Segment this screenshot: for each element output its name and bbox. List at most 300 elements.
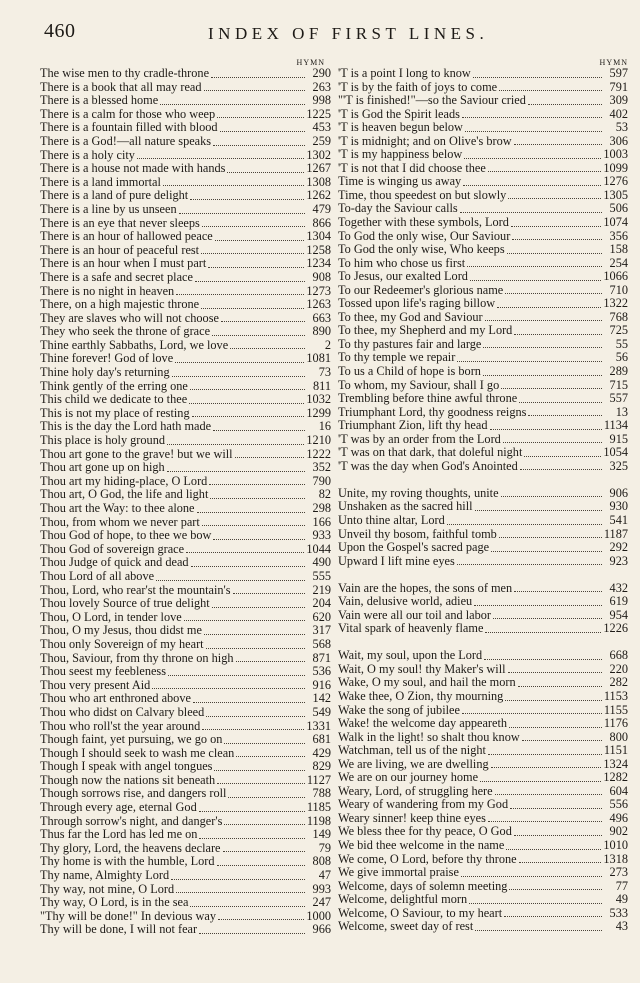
index-entry — [338, 622, 628, 636]
hymn-number: 915 — [609, 431, 628, 446]
first-line-text: Vital spark of heavenly flame — [338, 621, 484, 636]
hymn-number: 1282 — [603, 770, 628, 785]
index-entry — [338, 704, 628, 718]
hymn-number: 1187 — [603, 526, 628, 541]
dot-leader — [193, 701, 305, 703]
index-entry — [40, 787, 331, 801]
index-entry — [338, 270, 628, 284]
hymn-number: 908 — [312, 269, 331, 284]
hymn-number: 1032 — [306, 392, 331, 407]
first-line-text: There is a fountain filled with blood — [40, 120, 218, 135]
hymn-number: 549 — [312, 704, 331, 719]
hymn-number: 1267 — [306, 161, 331, 176]
index-entry — [338, 893, 628, 907]
dot-leader — [495, 793, 602, 795]
dot-leader — [514, 834, 602, 836]
dot-leader — [514, 143, 602, 145]
first-line-text: Thou art my hiding-place, O Lord — [40, 473, 208, 488]
index-entry — [40, 135, 331, 149]
index-entry — [338, 690, 628, 704]
first-line-text: Thy glory, Lord, the heavens declare — [40, 840, 221, 855]
dot-leader — [512, 238, 602, 240]
first-line-text: The wise men to thy cradle-throne — [40, 66, 210, 80]
hymn-number: 2 — [324, 337, 331, 352]
dot-leader — [457, 563, 602, 565]
dot-leader — [186, 551, 304, 553]
index-entry — [40, 624, 331, 638]
index-entry — [40, 543, 331, 557]
dot-leader — [506, 848, 601, 850]
first-line-text: 'T was on that dark, that doleful night — [338, 445, 523, 460]
hymn-number: 906 — [609, 485, 628, 500]
index-entry — [40, 285, 331, 299]
hymn-number: 309 — [609, 93, 628, 108]
hymn-number: 811 — [313, 378, 331, 393]
index-entry — [40, 434, 331, 448]
first-line-text: Thou God of hope, to thee we bow — [40, 528, 212, 543]
index-letter-group — [40, 67, 331, 937]
dot-leader — [206, 647, 305, 649]
hymn-number: 829 — [312, 759, 331, 774]
index-entry — [40, 842, 331, 856]
hymn-number: 496 — [609, 810, 628, 825]
first-line-text: Thou, from whom we never part — [40, 514, 200, 529]
first-line-text: Thou who didst on Calvary bleed — [40, 704, 205, 719]
dot-leader — [462, 712, 602, 714]
hymn-number: 79 — [318, 840, 331, 855]
first-line-text: Thine forever! God of love — [40, 351, 174, 366]
dot-leader — [217, 116, 304, 118]
dot-leader — [214, 769, 305, 771]
hymn-number: 204 — [312, 596, 331, 611]
hymn-number: 43 — [615, 919, 628, 934]
dot-leader — [473, 76, 602, 78]
dot-leader — [475, 509, 602, 511]
hymn-number: 149 — [312, 827, 331, 842]
index-entry — [40, 774, 331, 788]
first-line-text: Welcome, sweet day of rest — [338, 919, 474, 934]
hymn-number: 1226 — [603, 621, 628, 636]
first-line-text: There is a God!—all nature speaks — [40, 133, 212, 148]
dot-leader — [508, 671, 602, 673]
first-line-text: Thou, Lord, who rear'st the mountain's — [40, 582, 231, 597]
dot-leader — [212, 334, 305, 336]
hymn-number: 77 — [615, 878, 628, 893]
dot-leader — [202, 225, 305, 227]
hymn-number: 219 — [312, 582, 331, 597]
index-entry — [40, 733, 331, 747]
first-line-text: There is a house not made with hands — [40, 161, 226, 176]
dot-leader — [204, 89, 305, 91]
first-line-text: To God the only wise, Our Saviour — [338, 228, 511, 243]
dot-leader — [467, 265, 602, 267]
index-entry — [338, 839, 628, 853]
index-entry — [40, 230, 331, 244]
index-entry — [40, 352, 331, 366]
dot-leader — [511, 225, 601, 227]
hymn-number: 1099 — [603, 160, 628, 175]
hymn-number: 1210 — [306, 433, 331, 448]
first-line-text: To-day the Saviour calls — [338, 201, 458, 216]
first-line-text: Weary of wandering from my God — [338, 797, 509, 812]
dot-leader — [519, 861, 602, 863]
hymn-number: 663 — [312, 310, 331, 325]
index-entry — [338, 67, 628, 81]
first-line-text: Thou Judge of quick and dead — [40, 555, 189, 570]
hymn-number: 142 — [312, 691, 331, 706]
index-entry — [338, 202, 628, 216]
index-entry — [40, 923, 331, 937]
hymn-number: 73 — [318, 365, 331, 380]
index-entry — [40, 257, 331, 271]
first-line-text: Thou who roll'st the year around — [40, 718, 201, 733]
dot-leader — [217, 864, 305, 866]
hymn-number: 254 — [609, 255, 628, 270]
first-line-text: Weary, Lord, of struggling here — [338, 783, 493, 798]
index-entry — [40, 81, 331, 95]
hymn-number: 432 — [609, 580, 628, 595]
index-entry — [338, 758, 628, 772]
index-entry — [338, 81, 628, 95]
index-entry — [40, 652, 331, 666]
group-separator — [338, 568, 628, 582]
dot-leader — [204, 633, 305, 635]
dot-leader — [528, 414, 602, 416]
dot-leader — [176, 891, 305, 893]
dot-leader — [213, 538, 305, 540]
hymn-number: 800 — [609, 729, 628, 744]
dot-leader — [514, 590, 602, 592]
first-line-text: They who seek the throne of grace — [40, 324, 211, 339]
hymn-number: 1258 — [306, 242, 331, 257]
index-entry — [338, 514, 628, 528]
hymn-number: 55 — [615, 336, 628, 351]
index-entry — [40, 801, 331, 815]
hymn-number: 1074 — [603, 215, 628, 230]
hymn-number: 259 — [312, 133, 331, 148]
first-line-text: Watchman, tell us of the night — [338, 743, 486, 758]
hymn-number: 1308 — [306, 174, 331, 189]
hymn-number: 1044 — [306, 541, 331, 556]
dot-leader — [171, 878, 305, 880]
first-line-text: There is no night in heaven — [40, 283, 175, 298]
hymn-number: 993 — [312, 881, 331, 896]
index-entry — [40, 597, 331, 611]
first-line-text: 'T is by the faith of joys to come — [338, 79, 498, 94]
index-entry — [40, 217, 331, 231]
first-line-text: 'T was by an order from the Lord — [338, 431, 501, 446]
dot-leader — [218, 918, 304, 920]
first-line-text: We bless thee for thy peace, O God — [338, 824, 512, 839]
hymn-number: 306 — [609, 133, 628, 148]
hymn-number: 1263 — [306, 297, 331, 312]
dot-leader — [160, 103, 305, 105]
index-letter-group — [338, 582, 628, 636]
hymn-number: 158 — [609, 242, 628, 257]
first-line-text: Weary sinner! keep thine eyes — [338, 810, 486, 825]
index-entry — [338, 121, 628, 135]
dot-leader — [230, 347, 305, 349]
index-entry — [40, 149, 331, 163]
dot-leader — [176, 293, 304, 295]
dot-leader — [167, 470, 305, 472]
hymn-number: 1176 — [603, 716, 628, 731]
dot-leader — [483, 374, 602, 376]
dot-leader — [501, 387, 602, 389]
index-entry — [40, 407, 331, 421]
index-entry — [40, 339, 331, 353]
dot-leader — [461, 875, 602, 877]
index-entry — [338, 108, 628, 122]
first-line-text: Thou seest my feebleness — [40, 664, 167, 679]
first-line-text: Unite, my roving thoughts, unite — [338, 485, 499, 500]
hymn-number: 604 — [609, 783, 628, 798]
dot-leader — [199, 837, 305, 839]
index-entry — [338, 907, 628, 921]
hymn-number: 53 — [615, 120, 628, 135]
dot-leader — [504, 915, 602, 917]
first-line-text: To thee, my God and Saviour — [338, 309, 483, 324]
first-line-text: Triumphant Lord, thy goodness reigns — [338, 404, 527, 419]
first-line-text: 'T was the day when God's Anointed — [338, 458, 518, 473]
hymn-number: 808 — [312, 854, 331, 869]
hymn-number: 1302 — [306, 147, 331, 162]
first-line-text: This is the day the Lord hath made — [40, 419, 212, 434]
first-line-text: Wake thee, O Zion, thy mourning — [338, 689, 504, 704]
index-entry — [40, 176, 331, 190]
first-line-text: Though faint, yet pursuing, we go on — [40, 732, 223, 747]
hymn-number: 1318 — [603, 851, 628, 866]
first-line-text: We come, O Lord, before thy throne — [338, 851, 517, 866]
dot-leader — [137, 157, 304, 159]
first-line-text: There is a holy city — [40, 147, 135, 162]
dot-leader — [156, 579, 305, 581]
hymn-number: 916 — [312, 677, 331, 692]
index-entry — [40, 108, 331, 122]
dot-leader — [202, 524, 305, 526]
hymn-number: 790 — [312, 473, 331, 488]
hymn-number: 290 — [312, 66, 331, 80]
index-entry — [40, 855, 331, 869]
hymn-number: 533 — [609, 905, 628, 920]
dot-leader — [524, 455, 601, 457]
hymn-number: 1066 — [603, 269, 628, 284]
first-line-text: "Thy will be done!" In devious way — [40, 908, 217, 923]
first-line-text: "'T is finished!"—so the Saviour cried — [338, 93, 526, 108]
index-letter-group — [338, 649, 628, 933]
first-line-text: Thy way, not mine, O Lord — [40, 881, 175, 896]
first-line-text: Walk in the light! so shalt thou know — [338, 729, 520, 744]
dot-leader — [491, 550, 602, 552]
index-entry — [338, 866, 628, 880]
dot-leader — [235, 456, 305, 458]
index-entry — [338, 175, 628, 189]
first-line-text: Thou, O my Jesus, thou didst me — [40, 623, 202, 638]
index-entry — [40, 869, 331, 883]
first-line-text: To our Redeemer's glorious name — [338, 282, 504, 297]
hymn-number: 619 — [609, 594, 628, 609]
index-entry — [338, 189, 628, 203]
first-line-text: To us a Child of hope is born — [338, 364, 481, 379]
first-line-text: 'T is a point I long to know — [338, 66, 471, 80]
hymn-number: 1185 — [306, 800, 331, 815]
hymn-number: 356 — [609, 228, 628, 243]
first-line-text: Trembling before thine awful throne — [338, 391, 518, 406]
hymn-number: 555 — [312, 568, 331, 583]
first-line-text: Time is winging us away — [338, 174, 462, 189]
hymn-number: 556 — [609, 797, 628, 812]
index-entry — [338, 555, 628, 569]
index-letter-group — [338, 487, 628, 568]
hymn-number: 890 — [312, 324, 331, 339]
first-line-text: Though sorrows rise, and dangers roll — [40, 786, 227, 801]
hymn-number: 292 — [609, 540, 628, 555]
first-line-text: Thou who art enthroned above — [40, 691, 191, 706]
dot-leader — [480, 780, 601, 782]
dot-leader — [152, 687, 305, 689]
index-entry — [338, 609, 628, 623]
first-line-text: Through every age, eternal God — [40, 800, 197, 815]
hymn-number: 16 — [318, 419, 331, 434]
dot-leader — [199, 810, 305, 812]
hymn-number: 557 — [609, 391, 628, 406]
hymn-number: 1151 — [603, 743, 628, 758]
first-line-text: Thou, O Lord, in tender love — [40, 609, 182, 624]
dot-leader — [474, 604, 602, 606]
index-entry — [40, 461, 331, 475]
first-line-text: They are slaves who will not choose — [40, 310, 219, 325]
dot-leader — [447, 523, 602, 525]
first-line-text: Thou art gone to the grave! but we will — [40, 446, 233, 461]
index-entry — [338, 351, 628, 365]
first-line-text: Thy way, O Lord, is in the sea — [40, 895, 189, 910]
first-line-text: This place is holy ground — [40, 433, 165, 448]
hymn-number: 49 — [615, 892, 628, 907]
index-entry — [40, 910, 331, 924]
index-entry — [338, 324, 628, 338]
first-line-text: Thou God of sovereign grace — [40, 541, 185, 556]
index-column-right — [338, 58, 628, 934]
index-entry — [40, 488, 331, 502]
dot-leader — [463, 184, 601, 186]
first-line-text: Triumphant Zion, lift thy head — [338, 418, 488, 433]
dot-leader — [485, 319, 602, 321]
hymn-number: 715 — [609, 377, 628, 392]
dot-leader — [236, 660, 305, 662]
first-line-text: 'T is not that I did choose thee — [338, 160, 486, 175]
hymn-number: 1000 — [306, 908, 331, 923]
first-line-text: Vain were all our toil and labor — [338, 607, 491, 622]
hymn-number: 725 — [609, 323, 628, 338]
index-entry — [40, 475, 331, 489]
hymn-number: 1262 — [306, 188, 331, 203]
dot-leader — [211, 76, 305, 78]
index-entry — [338, 243, 628, 257]
first-line-text: Welcome, O Saviour, to my heart — [338, 905, 503, 920]
first-line-text: 'T is heaven begun below — [338, 120, 463, 135]
dot-leader — [509, 726, 602, 728]
hymn-number: 82 — [318, 487, 331, 502]
hymn-number: 1054 — [603, 445, 628, 460]
dot-leader — [191, 565, 305, 567]
dot-leader — [172, 375, 305, 377]
index-entry — [40, 584, 331, 598]
index-entry — [338, 825, 628, 839]
first-line-text: There is an hour when I must part — [40, 256, 207, 271]
index-entry — [40, 448, 331, 462]
index-entry — [338, 798, 628, 812]
first-line-text: Upon the Gospel's sacred page — [338, 540, 490, 555]
index-entry — [40, 815, 331, 829]
index-entry — [338, 392, 628, 406]
page-title: INDEX OF FIRST LINES. — [208, 24, 489, 43]
index-entry — [338, 853, 628, 867]
dot-leader — [510, 807, 602, 809]
index-entry — [40, 325, 331, 339]
dot-leader — [199, 932, 305, 934]
dot-leader — [224, 823, 304, 825]
dot-leader — [464, 157, 601, 159]
index-entry — [338, 595, 628, 609]
first-line-text: Wake the song of jubilee — [338, 702, 460, 717]
hymn-number: 1331 — [306, 718, 331, 733]
hymn-number: 289 — [609, 364, 628, 379]
hymn-number: 56 — [615, 350, 628, 365]
index-entry — [338, 731, 628, 745]
first-line-text: To Jesus, our exalted Lord — [338, 269, 468, 284]
dot-leader — [167, 443, 304, 445]
first-line-text: To whom, my Saviour, shall I go — [338, 377, 500, 392]
first-line-text: We bid thee welcome in the name — [338, 838, 505, 853]
dot-leader — [223, 850, 305, 852]
first-line-text: Though now the nations sit beneath — [40, 772, 216, 787]
first-line-text: Thy name, Almighty Lord — [40, 868, 170, 883]
first-line-text: There is an hour of hallowed peace — [40, 229, 213, 244]
first-line-text: There is a blessed home — [40, 93, 159, 108]
hymn-number: 923 — [609, 553, 628, 568]
hymn-number: 1276 — [603, 174, 628, 189]
dot-leader — [179, 212, 305, 214]
dot-leader — [233, 592, 305, 594]
hymn-number: 1134 — [603, 418, 628, 433]
index-entry — [338, 419, 628, 433]
first-line-text: Thy home is with the humble, Lord — [40, 854, 215, 869]
dot-leader — [228, 796, 305, 798]
index-entry — [40, 380, 331, 394]
hymn-number: 325 — [609, 458, 628, 473]
first-line-text: Wake, O my soul, and hail the morn — [338, 675, 516, 690]
hymn-number: 866 — [312, 215, 331, 230]
dot-leader — [213, 144, 305, 146]
index-entry — [40, 420, 331, 434]
hymn-number: 954 — [609, 607, 628, 622]
group-separator — [338, 636, 628, 650]
dot-leader — [475, 929, 602, 931]
first-line-text: Thou, Saviour, from thy throne on high — [40, 650, 234, 665]
first-line-text: To thee, my Shepherd and my Lord — [338, 323, 513, 338]
index-entry — [40, 720, 331, 734]
hymn-number: 47 — [318, 868, 331, 883]
first-line-text: Unto thine altar, Lord — [338, 513, 445, 527]
dot-leader — [220, 130, 305, 132]
first-line-text: We are on our journey home — [338, 770, 479, 785]
index-entry — [338, 487, 628, 501]
dot-leader — [175, 361, 304, 363]
index-entry — [40, 529, 331, 543]
index-entry — [40, 747, 331, 761]
hymn-number: 541 — [609, 513, 628, 527]
hymn-number: 479 — [312, 201, 331, 216]
